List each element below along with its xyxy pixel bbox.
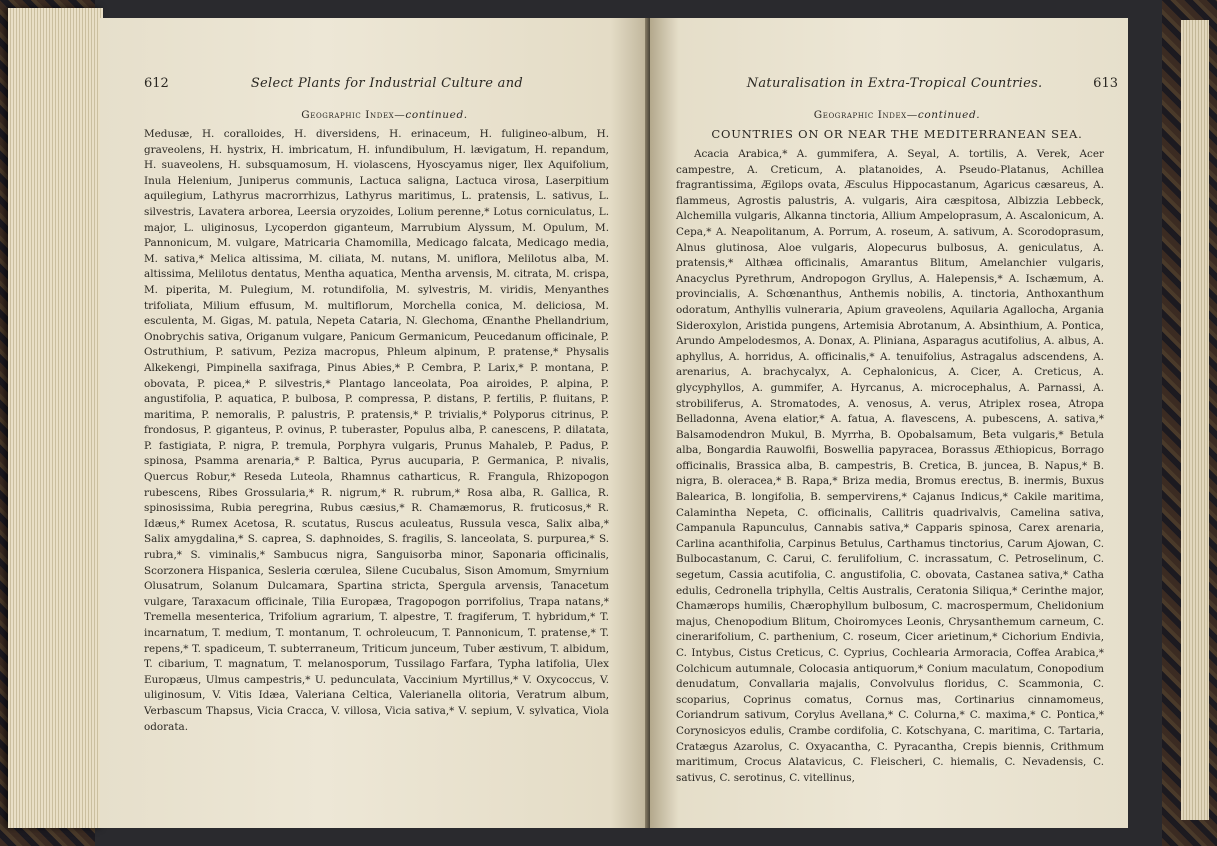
- right-page: [650, 18, 1128, 828]
- right-section-label: [676, 109, 1118, 121]
- left-body-text: Medusæ, H. coralloides, H. diversidens, H. erinaceum, H. fuligineo-album, H. graveolens, H. hystrix, H. imbricatum, H. infundibulum, H. lævigatum, H. repandum, H. suaveolens, H. subsquamosum, H. violascens, Hyoscyamus niger, Ilex Aquifolium, Inula Helenium, Juniperus communis, Lactuca saligna, Lactuca virosa, Laserpitium aquilegium, Lathyrus macrorrhizus, Lathyrus maritimus, L. pratensis, L. sativus, L. silvestris, Lavatera arborea, Leersia oryzoides, Lolium perenne,* Lotus corniculatus, L. major, L. uliginosus, Lycoperdon giganteum, Marrubium Alyssum, M. Opulum, M. Pannonicum, M. vulgare, Matricaria Chamomilla, Medicago falcata, Medicago media, M. sativa,* Melica altissima, M. ciliata, M. nutans, M. uniflora, Melilotus alba, M. altissima, Melilotus dentatus, Mentha aquatica, Mentha arvensis, M. citrata, M. crispa, M. piperita, M. Pulegium, M. rotundifolia, M. sylvestris, M. viridis, Menyanthes trifoliata, Milium effusum, M. multiflorum, Morchella conica, M. deliciosa, M. esculenta, M. Gigas, M. patula, Nepeta Cataria, N. Glechoma, Œnanthe Phellandrium, Onobrychis sativa, Origanum vulgare, Panicum Germanicum, Peucedanum officinale, P. Ostruthium, P. sativum, Peziza macropus, Phleum alpinum, P. pratense,* Physalis Alkekengi, Pimpinella saxifraga, Pinus Abies,* P. Cembra, P. Larix,* P. montana, P. obovata, P. picea,* P. silvestris,* Plantago lanceolata, Poa airoides, P. alpina, P. angustifolia, P. aquatica, P. bulbosa, P. compressa, P. distans, P. fertilis, P. fluitans, P. maritima, P. nemoralis, P. palustris, P. pratensis,* P. trivialis,* Polyporus citrinus, P. frondosus, P. giganteus, P. ovinus, P. tuberaster, Populus alba, P. canescens, P. dilatata, P. fastigiata, P. nigra, P. tremula, Porphyra vulgaris, Prunus Mahaleb, P. Padus, P. spinosa, Psamma arenaria,* P. Baltica, Pyrus aucuparia, P. Germanica, P. nivalis, Quercus Robur,* Reseda Luteola, Rhamnus catharticus, R. Frangula, Rhizopogon rubescens, Ribes Grossularia,* R. nigrum,* R. rubrum,* Rosa alba, R. Gallica, R. spinosissima, Rubia peregrina, Rubus cæsius,* R. Chamæmorus, R. fruticosus,* R. Idæus,* Rumex Acetosa, R. scutatus, Ruscus aculeatus, Russula vesca, Salix alba,* Salix amygdalina,* S. caprea, S. daphnoides, S. fragilis, S. lanceolata, S. purpurea,* S. rubra,* S. viminalis,* Sambucus nigra, Sanguisorba minor, Saponaria officinalis, Scorzonera Hispanica, Sesleria cœrulea, Silene Cucubalus, Sison Amomum, Smyrnium Olusatrum, Solanum Dulcamara, Spartina stricta, Spergula arvensis, Tanacetum vulgare, Taraxacum officinale, Tilia Europæa, Tragopogon porrifolius, Trapa natans,* Tremella mesenterica, Trifolium agrarium, T. alpestre, T. fragiferum, T. hybridum,* T. incarnatum, T. medium, T. montanum, T. ochroleucum, T. Pannonicum, T. pratense,* T. repens,* T. spadiceum, T. subterraneum, Triticum junceum, Tuber æstivum, T. albidum, T. cibarium, T. magnatum, T. melanosporum, Tussilago Farfara, Typha latifolia, Ulex Europæus, Ulmus campestris,* U. pedunculata, Vaccinium Myrtillus,* V. Oxycoccus, V. uliginosum, V. Vitis Idæa, Valeriana Celtica, Valerianella olitoria, Veratrum album, Verbascum Thapsus, Vicia Cracca, V. villosa, Vicia sativa,* V. sepium, V. sylvatica, Viola odorata.: [144, 128, 609, 733]
- left-section-suffix: —continued.: [394, 109, 468, 121]
- page-edges-right: [1181, 20, 1209, 820]
- page-edges-left: [8, 8, 103, 828]
- left-section-label: [144, 109, 625, 121]
- left-page-number: 612: [144, 76, 169, 91]
- right-section-label-text: Geographic Index: [813, 109, 907, 121]
- right-section-suffix: —continued.: [906, 109, 981, 121]
- right-subheading: COUNTRIES ON OR NEAR THE MEDITERRANEAN SEA.: [711, 127, 1083, 141]
- left-running-title: Select Plants for Industrial Culture and: [250, 76, 524, 91]
- left-page: [100, 18, 655, 828]
- right-body-text: Acacia Arabica,* A. gummifera, A. Seyal, A. tortilis, A. Verek, Acer campestre, A. Creticum, A. platanoides, A. Pseudo-Platanus, Achillea fragrantissima, Ægilops ovata, Æsculus Hippocastanum, Agaricus cæsareus, A. flammeus, Agrostis palustris, A. vulgaris, Aira cæspitosa, Albizzia Lebbeck, Alchemilla vulgaris, Alkanna tinctoria, Allium Ampeloprasum, A. Ascalonicum, A. Cepa,* A. Neapolitanum, A. Porrum, A. roseum, A. sativum, A. Scorodoprasum, Alnus glutinosa, Aloe vulgaris, Alopecurus bulbosus, A. geniculatus, A. pratensis,* Althæa officinalis, Amarantus Blitum, Amelanchier vulgaris, Anacyclus Pyrethrum, Andropogon Gryllus, A. Halepensis,* A. Ischæmum, A. provincialis, A. Schœnanthus, Anthemis nobilis, A. tinctoria, Anthoxanthum odoratum, Anthyllis vulneraria, Apium graveolens, Aquilaria Agallocha, Argania Sideroxylon, Aristida pungens, Artemisia Abrotanum, A. Absinthium, A. Pontica, Arundo Ampelodesmos, A. Donax, A. Pliniana, Asparagus acutifolius, A. albus, A. aphyllus, A. horridus, A. officinalis,* A. tenuifolius, Astragalus adscendens, A. arenarius, A. brachycalyx, A. Cephalonicus, A. Cicer, A. Creticus, A. glycyphyllos, A. gummifer, A. Hyrcanus, A. microcephalus, A. Parnassi, A. strobiliferus, A. Stromatodes, A. venosus, A. verus, Atriplex rosea, Atropa Belladonna, Avena elatior,* A. fatua, A. flavescens, A. pubescens, A. sativa,* Balsamodendron Mukul, B. Myrrha, B. Opobalsamum, Beta vulgaris,* Betula alba, Bongardia Rauwolfii, Boswellia papyracea, Borassus Æthiopicus, Borrago officinalis, Brassica alba, B. campestris, B. Cretica, B. juncea, B. Napus,* B. nigra, B. oleracea,* B. Rapa,* Briza media, Bromus erectus, B. inermis, Buxus Balearica, B. longifolia, B. sempervirens,* Cajanus Indicus,* Cakile maritima, Calamintha Nepeta, C. officinalis, Callitris quadrivalvis, Camelina sativa, Campanula Rapunculus, Cannabis sativa,* Capparis spinosa, Carex arenaria, Carlina acanthifolia, Carpinus Betulus, Carthamus tinctorius, Carum Ajowan, C. Bulbocastanum, C. Carui, C. ferulifolium, C. incrassatum, C. Petroselinum, C. segetum, Cassia acutifolia, C. angustifolia, C. obovata, Castanea sativa,* Catha edulis, Cedronella triphylla, Celtis Australis, Ceratonia Siliqua,* Cerinthe major, Chamærops humilis, Chærophyllum bulbosum, C. macrospermum, Chelidonium majus, Chenopodium Blitum, Choiromyces Leonis, Chrysanthemum carneum, C. cinerarifolium, C. parthenium, C. roseum, Cicer arietinum,* Cichorium Endivia, C. Intybus, Cistus Creticus, C. Cyprius, Cochlearia Armoracia, Coffea Arabica,* Colchicum autumnale, Colocasia antiquorum,* Conium maculatum, Conopodium denudatum, Convallaria majalis, Convolvulus floridus, C. Scammonia, C. scoparius, Coprinus comatus, Cornus mas, Cortinarius cinnamomeus, Coriandrum sativum, Corylus Avellana,* C. Colurna,* C. maxima,* C. Pontica,* Corynosicyos edulis, Crambe cordifolia, C. Kotschyana, C. maritima, C. Tartaria, Cratægus Azarolus, C. Oxyacantha, C. Pyracantha, Crepis biennis, Crithmum maritimum, Crocus Alatavicus, C. Fleischeri, C. hiemalis, C. Nevadensis, C. sativus, C. serotinus, C. vitellinus,: [676, 148, 1104, 784]
- right-page-number: 613: [1093, 76, 1118, 91]
- left-section-label-text: Geographic Index: [301, 109, 395, 121]
- right-running-title: Naturalisation in Extra-Tropical Countries.: [746, 76, 1043, 91]
- left-running-head: [144, 76, 625, 91]
- right-running-head: [676, 76, 1118, 91]
